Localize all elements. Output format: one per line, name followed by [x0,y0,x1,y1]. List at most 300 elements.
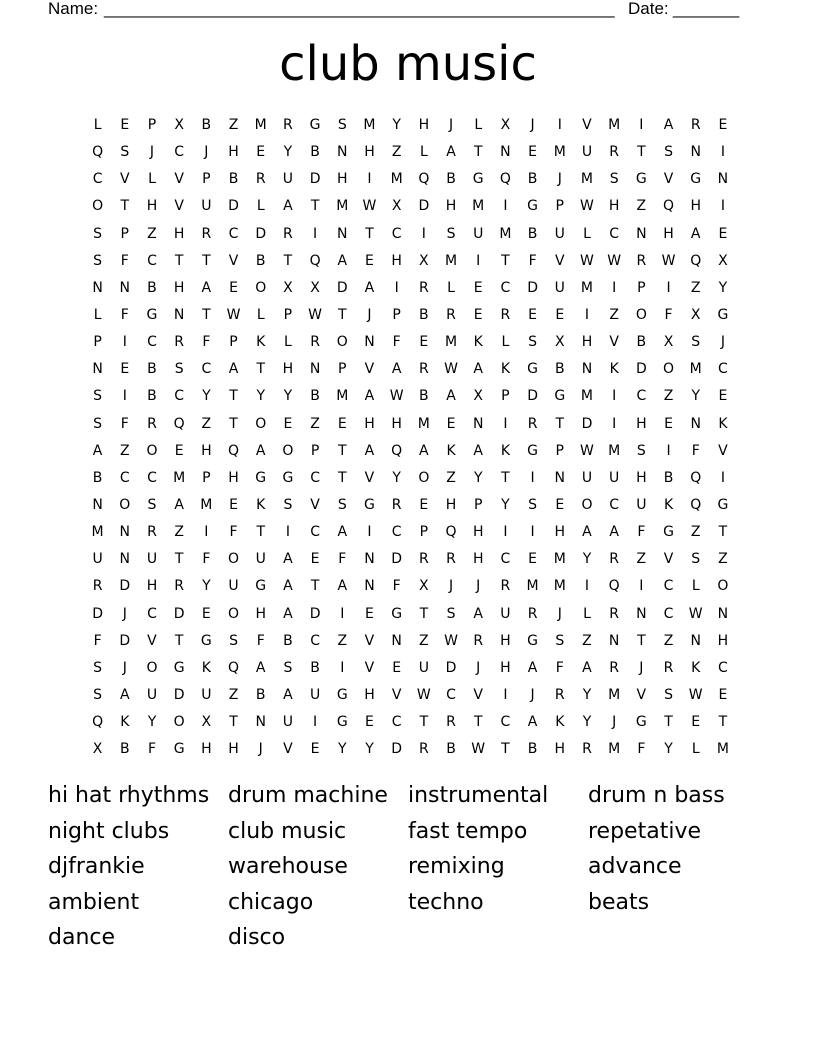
grid-letter: J [448,117,454,133]
grid-letter: V [718,442,728,459]
grid-letter: M [363,117,376,133]
grid-letter: M [200,496,213,513]
grid-letter: F [229,524,238,541]
grid-letter: I [612,279,617,296]
grid-letter: K [256,496,266,513]
grid-letter: H [636,415,647,432]
grid-letter: E [201,605,211,622]
grid-letter: J [122,659,127,676]
grid-letter: M [553,551,566,568]
grid-letter: H [581,334,593,351]
grid-letter: T [555,415,565,432]
grid-letter: L [256,306,265,323]
grid-letter: T [664,714,673,731]
grid-letter: O [635,306,647,323]
grid-letter: Z [119,442,130,459]
grid-letter: P [473,496,483,513]
word-bank-item: club music [228,818,347,844]
grid-letter: J [530,686,535,703]
grid-letter: J [557,171,562,188]
grid-letter: Q [445,524,457,541]
word-bank-item: dance [48,925,116,950]
grid-letter: E [337,415,347,432]
grid-letter: H [663,225,674,242]
grid-letter: S [93,659,103,676]
grid-letter: N [309,361,321,378]
word-bank-item: chicago [228,889,314,915]
grid-letter: D [173,686,185,703]
grid-letter: E [664,415,673,432]
grid-letter: Y [473,469,483,486]
grid-letter: R [201,225,212,242]
grid-letter: C [174,388,185,405]
grid-letter: D [391,741,403,758]
word-bank-item: ambient [48,889,140,915]
grid-letter: C [446,686,456,703]
grid-letter: O [336,334,348,351]
grid-letter: M [608,741,621,758]
name-date-line [48,0,748,20]
grid-letter: Y [501,496,510,513]
grid-letter: B [310,388,320,405]
grid-letter: R [473,632,484,649]
grid-letter: R [582,741,592,758]
word-bank-item: beats [588,889,650,915]
grid-letter: R [147,524,157,541]
grid-letter: G [309,117,321,133]
grid-letter: I [285,524,290,541]
grid-letter: P [147,117,157,133]
grid-letter: B [228,171,239,188]
grid-letter: F [637,524,646,541]
grid-letter: C [228,225,239,242]
grid-letter: W [362,198,377,215]
grid-letter: T [419,714,429,731]
grid-letter: B [663,469,674,486]
grid-letter: I [340,659,345,676]
grid-letter: C [500,279,511,296]
grid-letter: I [503,198,508,215]
grid-letter: Y [664,741,673,758]
grid-letter: D [309,171,321,188]
word-bank-item: advance [588,854,682,879]
grid-letter: S [93,686,103,703]
grid-letter: T [637,144,646,161]
grid-letter: I [639,578,644,595]
grid-letter: C [636,388,647,405]
grid-letter: L [691,741,700,758]
puzzle-title: club music [279,36,537,92]
grid-letter: J [204,144,209,161]
grid-letter: S [528,496,538,513]
grid-letter: M [91,524,104,541]
grid-letter: T [338,306,347,323]
grid-letter: Z [228,117,239,133]
grid-letter: G [527,198,539,215]
grid-letter: I [122,334,127,351]
grid-letter: F [637,741,646,758]
grid-letter: X [690,306,701,323]
grid-letter: I [503,524,508,541]
grid-letter: N [717,605,729,622]
grid-letter: I [313,225,318,242]
grid-letter: Q [499,171,511,188]
grid-letter: Q [92,144,104,161]
grid-letter: N [119,551,131,568]
grid-letter: E [310,551,320,568]
grid-letter: K [663,496,674,513]
grid-letter: O [146,442,158,459]
grid-letter: B [446,171,456,188]
grid-letter: F [392,334,401,351]
grid-letter: S [691,334,701,351]
grid-letter: F [664,306,673,323]
grid-letter: L [93,306,102,323]
grid-letter: S [446,605,456,622]
grid-letter: V [283,741,293,758]
grid-letter: J [530,117,535,133]
grid-letter: G [690,171,702,188]
grid-letter: L [447,279,455,296]
grid-letter: I [720,144,725,161]
grid-letter: T [310,578,320,595]
grid-letter: U [581,469,593,486]
word-bank [48,778,768,956]
grid-letter: H [364,686,375,703]
grid-letter: N [364,334,375,351]
grid-letter: J [258,741,263,758]
grid-letter: P [501,388,510,405]
grid-letter: P [555,442,564,459]
grid-letter: Z [663,388,674,405]
grid-letter: L [691,578,700,595]
date-label: Date: [628,0,669,18]
grid-letter: L [474,117,483,133]
grid-letter: M [608,686,621,703]
grid-letter: T [338,442,347,459]
grid-letter: W [389,388,404,405]
grid-letter: R [527,415,538,432]
grid-letter: M [444,252,458,269]
grid-letter: U [554,279,565,296]
grid-letter: A [690,225,701,242]
grid-letter: E [229,496,238,513]
grid-letter: R [92,578,103,595]
grid-letter: Y [582,551,592,568]
grid-letter: G [663,524,674,541]
grid-letter: M [580,171,594,188]
grid-letter: T [501,741,510,758]
grid-letter: C [663,578,674,595]
grid-letter: A [283,686,293,703]
word-bank-item: instrumental [408,783,549,808]
grid-letter: W [580,442,594,459]
grid-letter: B [255,686,266,703]
grid-letter: A [92,442,103,459]
grid-letter: I [476,252,481,269]
grid-letter: A [473,442,483,459]
grid-letter: N [92,496,103,513]
grid-letter: R [446,714,456,731]
grid-letter: A [255,659,266,676]
grid-letter: F [528,252,537,269]
grid-letter: N [119,279,131,296]
grid-letter: S [283,659,293,676]
grid-letter: C [147,605,157,622]
grid-letter: Z [310,415,320,432]
grid-letter: R [283,117,293,133]
grid-letter: V [364,659,375,676]
grid-letter: T [202,306,211,323]
grid-letter: D [92,605,103,622]
grid-letter: G [200,632,212,649]
grid-letter: I [367,524,372,541]
grid-letter: T [120,198,130,215]
grid-letter: E [419,496,429,513]
grid-letter: C [310,469,320,486]
grid-letter: S [337,496,347,513]
grid-letter: J [367,306,372,323]
grid-letter: I [204,524,209,541]
grid-letter: X [554,334,565,351]
grid-letter: T [310,198,320,215]
grid-letter: N [608,632,620,649]
grid-letter: U [418,659,429,676]
grid-letter: G [527,361,539,378]
grid-letter: H [201,442,212,459]
grid-letter: B [119,741,130,758]
word-bank-item: remixing [408,854,505,879]
grid-letter: P [283,306,293,323]
grid-letter: V [147,632,157,649]
grid-letter: V [364,361,375,378]
grid-letter: E [718,388,728,405]
grid-letter: R [609,659,620,676]
grid-letter: S [691,551,701,568]
grid-letter: V [609,334,619,351]
grid-letter: N [119,524,131,541]
grid-letter: P [338,361,347,378]
grid-letter: N [364,578,375,595]
grid-letter: X [174,117,184,133]
grid-letter: O [228,551,240,568]
grid-letter: E [691,714,701,731]
grid-letter: E [120,361,130,378]
grid-letter: T [501,252,510,269]
grid-letter: C [663,605,674,622]
grid-letter: G [146,306,158,323]
grid-letter: M [608,442,621,459]
grid-letter: A [527,714,538,731]
grid-letter: E [446,415,456,432]
grid-letter: E [283,415,293,432]
word-bank-item: techno [408,889,484,915]
grid-letter: I [340,605,345,622]
grid-letter: C [391,225,402,242]
grid-letter: C [609,496,620,513]
grid-letter: H [500,659,511,676]
grid-letter: X [391,198,402,215]
grid-letter: U [282,171,294,188]
grid-letter: O [146,659,158,676]
grid-letter: S [93,225,103,242]
grid-letter: Y [202,388,211,405]
grid-letter: V [473,686,483,703]
grid-letter: N [391,632,402,649]
grid-letter: I [612,415,617,432]
grid-letter: N [554,469,566,486]
grid-letter: T [229,388,238,405]
grid-letter: R [310,334,320,351]
grid-letter: G [635,714,647,731]
grid-letter: H [228,144,239,161]
grid-letter: H [282,361,294,378]
grid-letter: N [92,361,103,378]
grid-letter: V [228,252,239,269]
grid-letter: W [607,252,622,269]
grid-letter: D [391,551,403,568]
word-bank-item: disco [228,925,286,950]
grid-letter: N [717,171,729,188]
grid-letter: G [364,496,375,513]
grid-letter: L [501,334,510,351]
grid-letter: W [308,306,323,323]
grid-letter: M [254,117,267,133]
grid-letter: C [391,714,402,731]
grid-letter: U [228,578,239,595]
name-label: Name: [48,0,99,18]
grid-letter: J [639,659,644,676]
grid-letter: B [201,117,212,133]
grid-letter: J [448,578,454,595]
grid-letter: C [500,551,511,568]
grid-letter: A [419,442,429,459]
grid-letter: N [337,144,348,161]
grid-letter: J [557,605,562,622]
grid-letter: Q [309,252,321,269]
grid-letter: O [119,496,131,513]
grid-letter: K [446,442,456,459]
grid-letter: M [444,334,458,351]
grid-letter: W [661,252,676,269]
grid-letter: Z [663,632,674,649]
grid-letter: T [256,524,265,541]
grid-letter: B [310,144,320,161]
grid-letter: G [336,686,348,703]
grid-letter: R [609,144,620,161]
grid-letter: K [609,361,619,378]
grid-letter: Y [392,469,401,486]
grid-letter: A [473,605,483,622]
grid-letter: H [173,279,185,296]
grid-letter: R [554,686,565,703]
grid-letter: Z [609,306,619,323]
grid-letter: Y [582,714,592,731]
grid-letter: I [313,714,318,731]
grid-letter: G [527,442,539,459]
grid-letter: T [174,252,184,269]
grid-letter: T [637,632,646,649]
grid-letter: J [149,144,155,161]
grid-letter: E [473,306,483,323]
grid-letter: Q [663,198,675,215]
grid-letter: B [310,659,320,676]
grid-letter: S [555,632,565,649]
grid-letter: R [636,252,647,269]
grid-letter: B [147,361,157,378]
grid-letter: M [580,279,594,296]
word-bank-item: drum machine [228,783,388,808]
grid-letter: D [581,415,593,432]
grid-letter: C [310,524,320,541]
grid-letter: S [609,171,619,188]
grid-letter: Q [690,252,702,269]
grid-letter: I [530,524,535,541]
grid-letter: L [256,198,265,215]
grid-letter: W [580,198,594,215]
grid-letter: F [93,632,102,649]
grid-letter: T [256,361,265,378]
grid-letter: Q [690,469,702,486]
grid-letter: O [255,415,267,432]
grid-letter: Y [256,388,265,405]
grid-letter: X [718,252,728,269]
grid-letter: N [92,279,103,296]
grid-letter: E [528,551,538,568]
grid-letter: V [663,171,674,188]
grid-letter: M [580,388,594,405]
grid-letter: Z [636,198,647,215]
grid-letter: H [255,605,266,622]
grid-letter: W [416,686,431,703]
grid-letter: N [173,306,185,323]
grid-letter: O [282,442,294,459]
grid-letter: G [173,659,185,676]
grid-letter: O [173,714,185,731]
grid-letter: B [527,171,538,188]
grid-letter: I [666,442,671,459]
grid-letter: O [581,496,593,513]
grid-letter: C [609,225,620,242]
grid-letter: E [718,225,728,242]
grid-letter: N [690,632,701,649]
grid-letter: A [446,388,456,405]
grid-letter: T [283,252,293,269]
grid-letter: A [201,279,212,296]
grid-letter: E [555,306,565,323]
grid-letter: Y [283,144,293,161]
grid-letter: T [229,415,238,432]
grid-letter: V [582,117,592,133]
grid-letter: V [119,171,130,188]
grid-letter: R [418,361,429,378]
grid-letter: H [364,144,375,161]
grid-letter: G [173,741,185,758]
grid-letter: A [364,442,375,459]
grid-letter: X [419,252,429,269]
grid-letter: I [394,279,399,296]
word-bank-item: repetative [588,818,701,844]
grid-letter: K [201,659,211,676]
grid-letter: D [635,361,647,378]
grid-letter: A [337,252,348,269]
grid-letter: C [147,469,157,486]
grid-letter: J [122,605,127,622]
grid-letter: B [419,306,429,323]
grid-letter: D [527,388,538,405]
grid-letter: B [419,388,429,405]
grid-letter: L [93,117,102,133]
